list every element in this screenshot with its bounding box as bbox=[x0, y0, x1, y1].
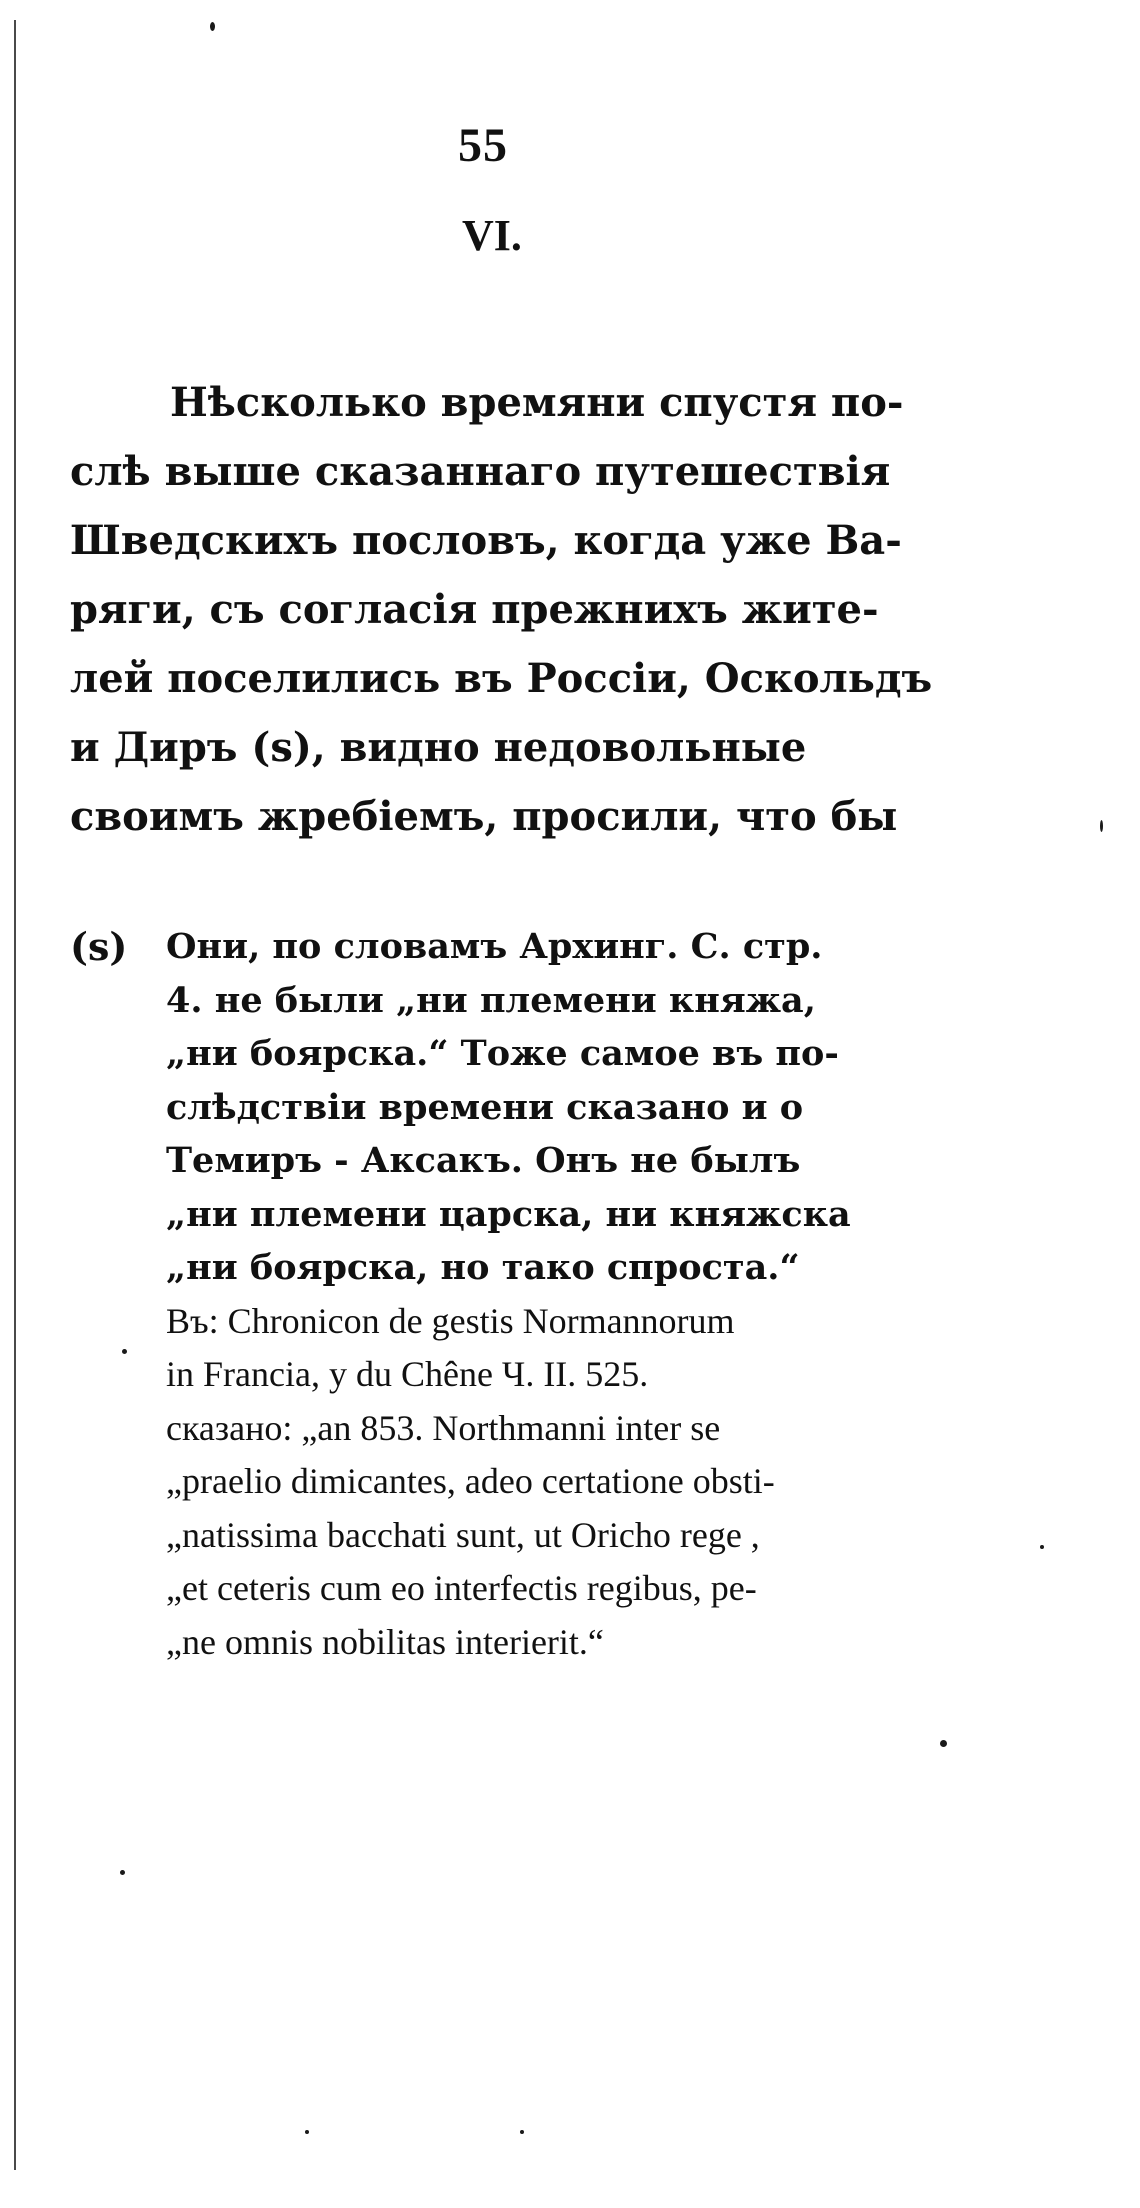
scan-speck bbox=[122, 1349, 127, 1354]
main-line: своимъ жребіемъ, просили, что бы bbox=[70, 793, 898, 840]
scan-speck bbox=[210, 22, 215, 31]
scan-speck bbox=[305, 2130, 309, 2134]
page-number: 55 bbox=[458, 119, 508, 172]
main-line: ряги, съ согласія прежнихъ жите- bbox=[70, 586, 879, 633]
footnote-line: Они, по словамъ Архинг. С. стр. bbox=[166, 926, 823, 967]
footnote-line: in Francia, y du Chêne Ч. II. 525. bbox=[166, 1354, 649, 1394]
scan-speck bbox=[940, 1740, 947, 1747]
footnote-line: „ни боярска, но тако спроста.“ bbox=[166, 1247, 800, 1288]
footnote-line: Темиръ - Аксакъ. Онъ не былъ bbox=[166, 1140, 801, 1181]
scan-speck bbox=[1040, 1545, 1044, 1549]
scan-speck bbox=[520, 2130, 524, 2134]
footnote-line: сказано: „an 853. Northmanni inter se bbox=[166, 1407, 721, 1448]
footnote-marker: (s) bbox=[70, 924, 128, 969]
main-line: и Диръ (s), видно недовольные bbox=[70, 724, 807, 771]
footnote-line: „et ceteris cum eo interfectis regibus, pe- bbox=[166, 1568, 757, 1608]
main-paragraph bbox=[70, 368, 933, 851]
section-heading: VI. bbox=[462, 211, 522, 260]
main-line: Шведскихъ пословъ, когда уже Ва- bbox=[70, 517, 902, 564]
main-line: слѣ выше сказаннаго путешествія bbox=[70, 448, 891, 495]
page-edge-rule bbox=[14, 20, 16, 2170]
footnote-line: „natissima bacchati sunt, ut Oricho rege , bbox=[166, 1514, 760, 1555]
main-line: лей поселились въ Россіи, Оскольдъ bbox=[70, 655, 933, 702]
scan-speck bbox=[1100, 820, 1103, 832]
footnote-line: „praelio dimicantes, adeo certatione obsti- bbox=[166, 1461, 775, 1501]
main-line: Нѣсколько времяни спустя по- bbox=[170, 379, 904, 426]
scan-speck bbox=[120, 1870, 125, 1875]
footnote-line: слѣдствіи времени сказано и о bbox=[166, 1086, 804, 1128]
footnote-line: 4. не были „ни племени княжа, bbox=[166, 979, 816, 1021]
footnote-body bbox=[166, 920, 946, 1669]
footnote-line: „ни боярска.“ Тоже самое въ по- bbox=[166, 1033, 839, 1074]
footnote-line: „ne omnis nobilitas interierit.“ bbox=[166, 1621, 604, 1662]
footnote-line: Въ: Chronicon de gestis Normannorum bbox=[166, 1300, 735, 1341]
footnote-line: „ни племени царска, ни княжска bbox=[166, 1193, 851, 1235]
